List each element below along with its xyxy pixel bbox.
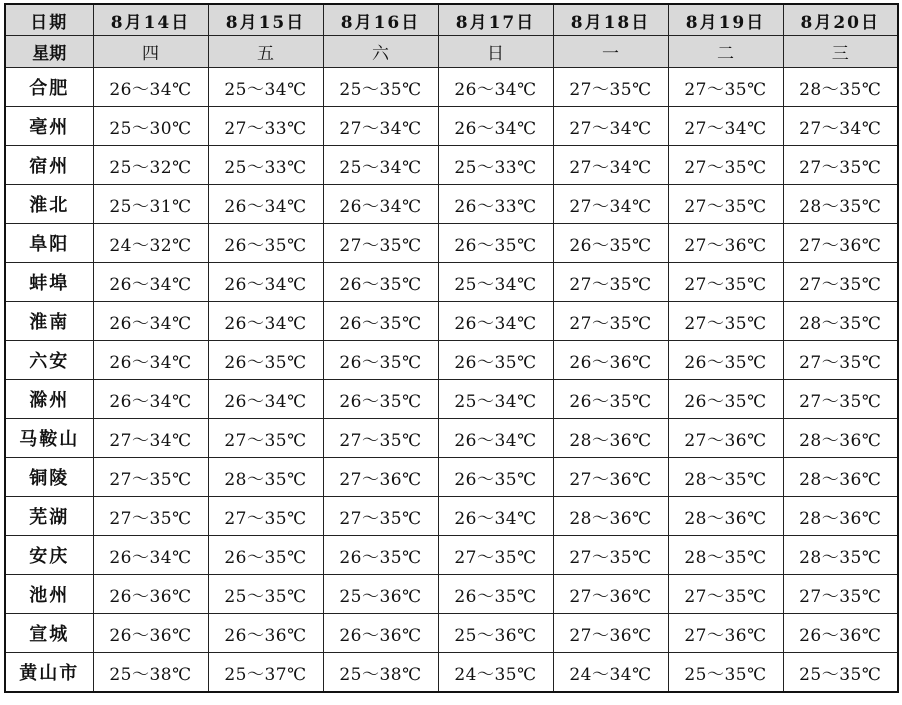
weekday-header-row: [5, 36, 898, 68]
city-name-cell: 淮北: [5, 185, 93, 224]
city-name-cell: 池州: [5, 575, 93, 614]
temperature-range-cell: 26～34℃: [93, 341, 208, 380]
temperature-range-cell: 27～34℃: [553, 107, 668, 146]
temperature-range-cell: 27～35℃: [783, 380, 898, 419]
temperature-range-cell: 25～36℃: [323, 575, 438, 614]
temperature-range-cell: 27～34℃: [553, 185, 668, 224]
temperature-range-cell: 28～35℃: [668, 536, 783, 575]
temperature-range-cell: 27～35℃: [93, 458, 208, 497]
temperature-range-cell: 27～36℃: [668, 419, 783, 458]
date-header-cell: 8月16日: [323, 4, 438, 36]
temperature-range-cell: 26～36℃: [93, 614, 208, 653]
temperature-range-cell: 26～34℃: [93, 263, 208, 302]
date-header-cell: 8月19日: [668, 4, 783, 36]
date-header-cell: 8月15日: [208, 4, 323, 36]
temperature-range-cell: 27～36℃: [553, 614, 668, 653]
temperature-range-cell: 26～35℃: [668, 380, 783, 419]
temperature-range-cell: 27～34℃: [668, 107, 783, 146]
weekday-header-cell: 四: [93, 36, 208, 68]
city-name-cell: 淮南: [5, 302, 93, 341]
temperature-range-cell: 26～34℃: [208, 185, 323, 224]
forecast-body: [5, 68, 898, 693]
table-row: [5, 497, 898, 536]
temperature-range-cell: 27～35℃: [783, 263, 898, 302]
temperature-range-cell: 27～36℃: [668, 614, 783, 653]
temperature-range-cell: 27～35℃: [668, 575, 783, 614]
temperature-range-cell: 26～34℃: [93, 536, 208, 575]
temperature-range-cell: 26～35℃: [438, 458, 553, 497]
temperature-range-cell: 26～35℃: [323, 380, 438, 419]
temperature-range-cell: 27～35℃: [323, 497, 438, 536]
temperature-range-cell: 27～35℃: [668, 146, 783, 185]
temperature-range-cell: 27～35℃: [783, 341, 898, 380]
date-header-cell: 8月20日: [783, 4, 898, 36]
temperature-range-cell: 26～35℃: [553, 380, 668, 419]
city-name-cell: 宿州: [5, 146, 93, 185]
temperature-range-cell: 26～35℃: [208, 224, 323, 263]
temperature-range-cell: 26～35℃: [323, 341, 438, 380]
temperature-range-cell: 27～35℃: [208, 497, 323, 536]
temperature-range-cell: 25～33℃: [208, 146, 323, 185]
temperature-range-cell: 28～35℃: [668, 458, 783, 497]
temperature-range-cell: 25～35℃: [208, 575, 323, 614]
temperature-range-cell: 28～35℃: [783, 302, 898, 341]
table-row: [5, 380, 898, 419]
date-header-cell: 8月17日: [438, 4, 553, 36]
temperature-range-cell: 25～37℃: [208, 653, 323, 693]
temperature-range-cell: 25～32℃: [93, 146, 208, 185]
temperature-range-cell: 26～34℃: [93, 380, 208, 419]
temperature-range-cell: 27～36℃: [553, 575, 668, 614]
table-row: [5, 263, 898, 302]
date-header-cell: 8月18日: [553, 4, 668, 36]
city-name-cell: 铜陵: [5, 458, 93, 497]
city-name-cell: 马鞍山: [5, 419, 93, 458]
temperature-range-cell: 27～36℃: [553, 458, 668, 497]
table-row: [5, 614, 898, 653]
date-header-cell: 8月14日: [93, 4, 208, 36]
temperature-range-cell: 27～35℃: [553, 302, 668, 341]
temperature-range-cell: 27～36℃: [783, 224, 898, 263]
temperature-range-cell: 27～36℃: [323, 458, 438, 497]
date-header-label: 日期: [5, 4, 93, 36]
temperature-range-cell: 26～35℃: [438, 575, 553, 614]
temperature-range-cell: 27～34℃: [93, 419, 208, 458]
temperature-range-cell: 26～34℃: [438, 68, 553, 107]
temperature-range-cell: 26～34℃: [93, 302, 208, 341]
temperature-range-cell: 26～34℃: [208, 263, 323, 302]
weekday-header-cell: 六: [323, 36, 438, 68]
temperature-range-cell: 25～33℃: [438, 146, 553, 185]
city-name-cell: 亳州: [5, 107, 93, 146]
city-name-cell: 宣城: [5, 614, 93, 653]
temperature-range-cell: 26～35℃: [208, 341, 323, 380]
temperature-range-cell: 28～36℃: [783, 419, 898, 458]
temperature-range-cell: 26～34℃: [438, 107, 553, 146]
temperature-range-cell: 25～38℃: [93, 653, 208, 693]
temperature-range-cell: 26～36℃: [93, 575, 208, 614]
temperature-range-cell: 27～35℃: [668, 302, 783, 341]
city-name-cell: 芜湖: [5, 497, 93, 536]
temperature-range-cell: 27～35℃: [783, 146, 898, 185]
temperature-range-cell: 26～34℃: [438, 497, 553, 536]
temperature-range-cell: 28～36℃: [783, 497, 898, 536]
temperature-range-cell: 26～34℃: [438, 302, 553, 341]
weekday-header-cell: 一: [553, 36, 668, 68]
temperature-range-cell: 26～34℃: [208, 380, 323, 419]
temperature-range-cell: 26～35℃: [323, 302, 438, 341]
temperature-range-cell: 25～31℃: [93, 185, 208, 224]
temperature-range-cell: 28～36℃: [668, 497, 783, 536]
temperature-range-cell: 25～30℃: [93, 107, 208, 146]
temperature-range-cell: 27～35℃: [553, 68, 668, 107]
temperature-range-cell: 27～34℃: [323, 107, 438, 146]
temperature-range-cell: 27～35℃: [668, 185, 783, 224]
temperature-range-cell: 25～34℃: [438, 380, 553, 419]
temperature-range-cell: 27～36℃: [668, 224, 783, 263]
temperature-range-cell: 25～34℃: [323, 146, 438, 185]
temperature-range-cell: 27～34℃: [783, 107, 898, 146]
city-name-cell: 滁州: [5, 380, 93, 419]
weekday-header-cell: 三: [783, 36, 898, 68]
city-name-cell: 六安: [5, 341, 93, 380]
table-row: [5, 185, 898, 224]
table-row: [5, 575, 898, 614]
weekday-header-cell: 日: [438, 36, 553, 68]
temperature-range-cell: 27～35℃: [93, 497, 208, 536]
temperature-range-cell: 26～36℃: [783, 614, 898, 653]
temperature-range-cell: 27～35℃: [668, 263, 783, 302]
date-header-row: [5, 4, 898, 36]
temperature-range-cell: 27～34℃: [553, 146, 668, 185]
temperature-range-cell: 28～36℃: [783, 458, 898, 497]
table-row: [5, 341, 898, 380]
table-row: [5, 458, 898, 497]
city-name-cell: 合肥: [5, 68, 93, 107]
temperature-range-cell: 27～35℃: [668, 68, 783, 107]
temperature-range-cell: 25～36℃: [438, 614, 553, 653]
temperature-range-cell: 28～35℃: [783, 185, 898, 224]
forecast-table-wrapper: [4, 3, 899, 693]
temperature-range-cell: 25～35℃: [783, 653, 898, 693]
temperature-range-cell: 26～34℃: [323, 185, 438, 224]
temperature-range-cell: 28～36℃: [553, 419, 668, 458]
temperature-range-cell: 27～35℃: [553, 263, 668, 302]
table-row: [5, 146, 898, 185]
temperature-range-cell: 26～34℃: [208, 302, 323, 341]
temperature-range-cell: 24～34℃: [553, 653, 668, 693]
city-name-cell: 阜阳: [5, 224, 93, 263]
temperature-range-cell: 26～34℃: [93, 68, 208, 107]
temperature-range-cell: 25～34℃: [438, 263, 553, 302]
city-name-cell: 黄山市: [5, 653, 93, 693]
temperature-forecast-table: [4, 3, 899, 693]
table-row: [5, 107, 898, 146]
temperature-range-cell: 26～33℃: [438, 185, 553, 224]
temperature-range-cell: 28～35℃: [783, 536, 898, 575]
table-row: [5, 302, 898, 341]
temperature-range-cell: 28～36℃: [553, 497, 668, 536]
temperature-range-cell: 28～35℃: [208, 458, 323, 497]
table-row: [5, 68, 898, 107]
temperature-range-cell: 26～34℃: [438, 419, 553, 458]
temperature-range-cell: 26～36℃: [553, 341, 668, 380]
temperature-range-cell: 25～35℃: [323, 68, 438, 107]
table-row: [5, 653, 898, 693]
temperature-range-cell: 25～34℃: [208, 68, 323, 107]
temperature-range-cell: 25～35℃: [668, 653, 783, 693]
temperature-range-cell: 24～32℃: [93, 224, 208, 263]
temperature-range-cell: 27～35℃: [553, 536, 668, 575]
temperature-range-cell: 27～35℃: [783, 575, 898, 614]
table-row: [5, 536, 898, 575]
weekday-header-cell: 五: [208, 36, 323, 68]
temperature-range-cell: 27～33℃: [208, 107, 323, 146]
temperature-range-cell: 26～35℃: [323, 536, 438, 575]
temperature-range-cell: 27～35℃: [438, 536, 553, 575]
table-row: [5, 224, 898, 263]
weekday-header-label: 星期: [5, 36, 93, 68]
temperature-range-cell: 26～36℃: [208, 614, 323, 653]
city-name-cell: 安庆: [5, 536, 93, 575]
temperature-range-cell: 26～35℃: [553, 224, 668, 263]
temperature-range-cell: 26～35℃: [323, 263, 438, 302]
temperature-range-cell: 26～35℃: [438, 224, 553, 263]
temperature-range-cell: 27～35℃: [323, 224, 438, 263]
city-name-cell: 蚌埠: [5, 263, 93, 302]
temperature-range-cell: 26～35℃: [438, 341, 553, 380]
temperature-range-cell: 28～35℃: [783, 68, 898, 107]
temperature-range-cell: 25～38℃: [323, 653, 438, 693]
weekday-header-cell: 二: [668, 36, 783, 68]
temperature-range-cell: 26～36℃: [323, 614, 438, 653]
temperature-range-cell: 26～35℃: [668, 341, 783, 380]
table-row: [5, 419, 898, 458]
temperature-range-cell: 24～35℃: [438, 653, 553, 693]
temperature-range-cell: 26～35℃: [208, 536, 323, 575]
temperature-range-cell: 27～35℃: [323, 419, 438, 458]
temperature-range-cell: 27～35℃: [208, 419, 323, 458]
